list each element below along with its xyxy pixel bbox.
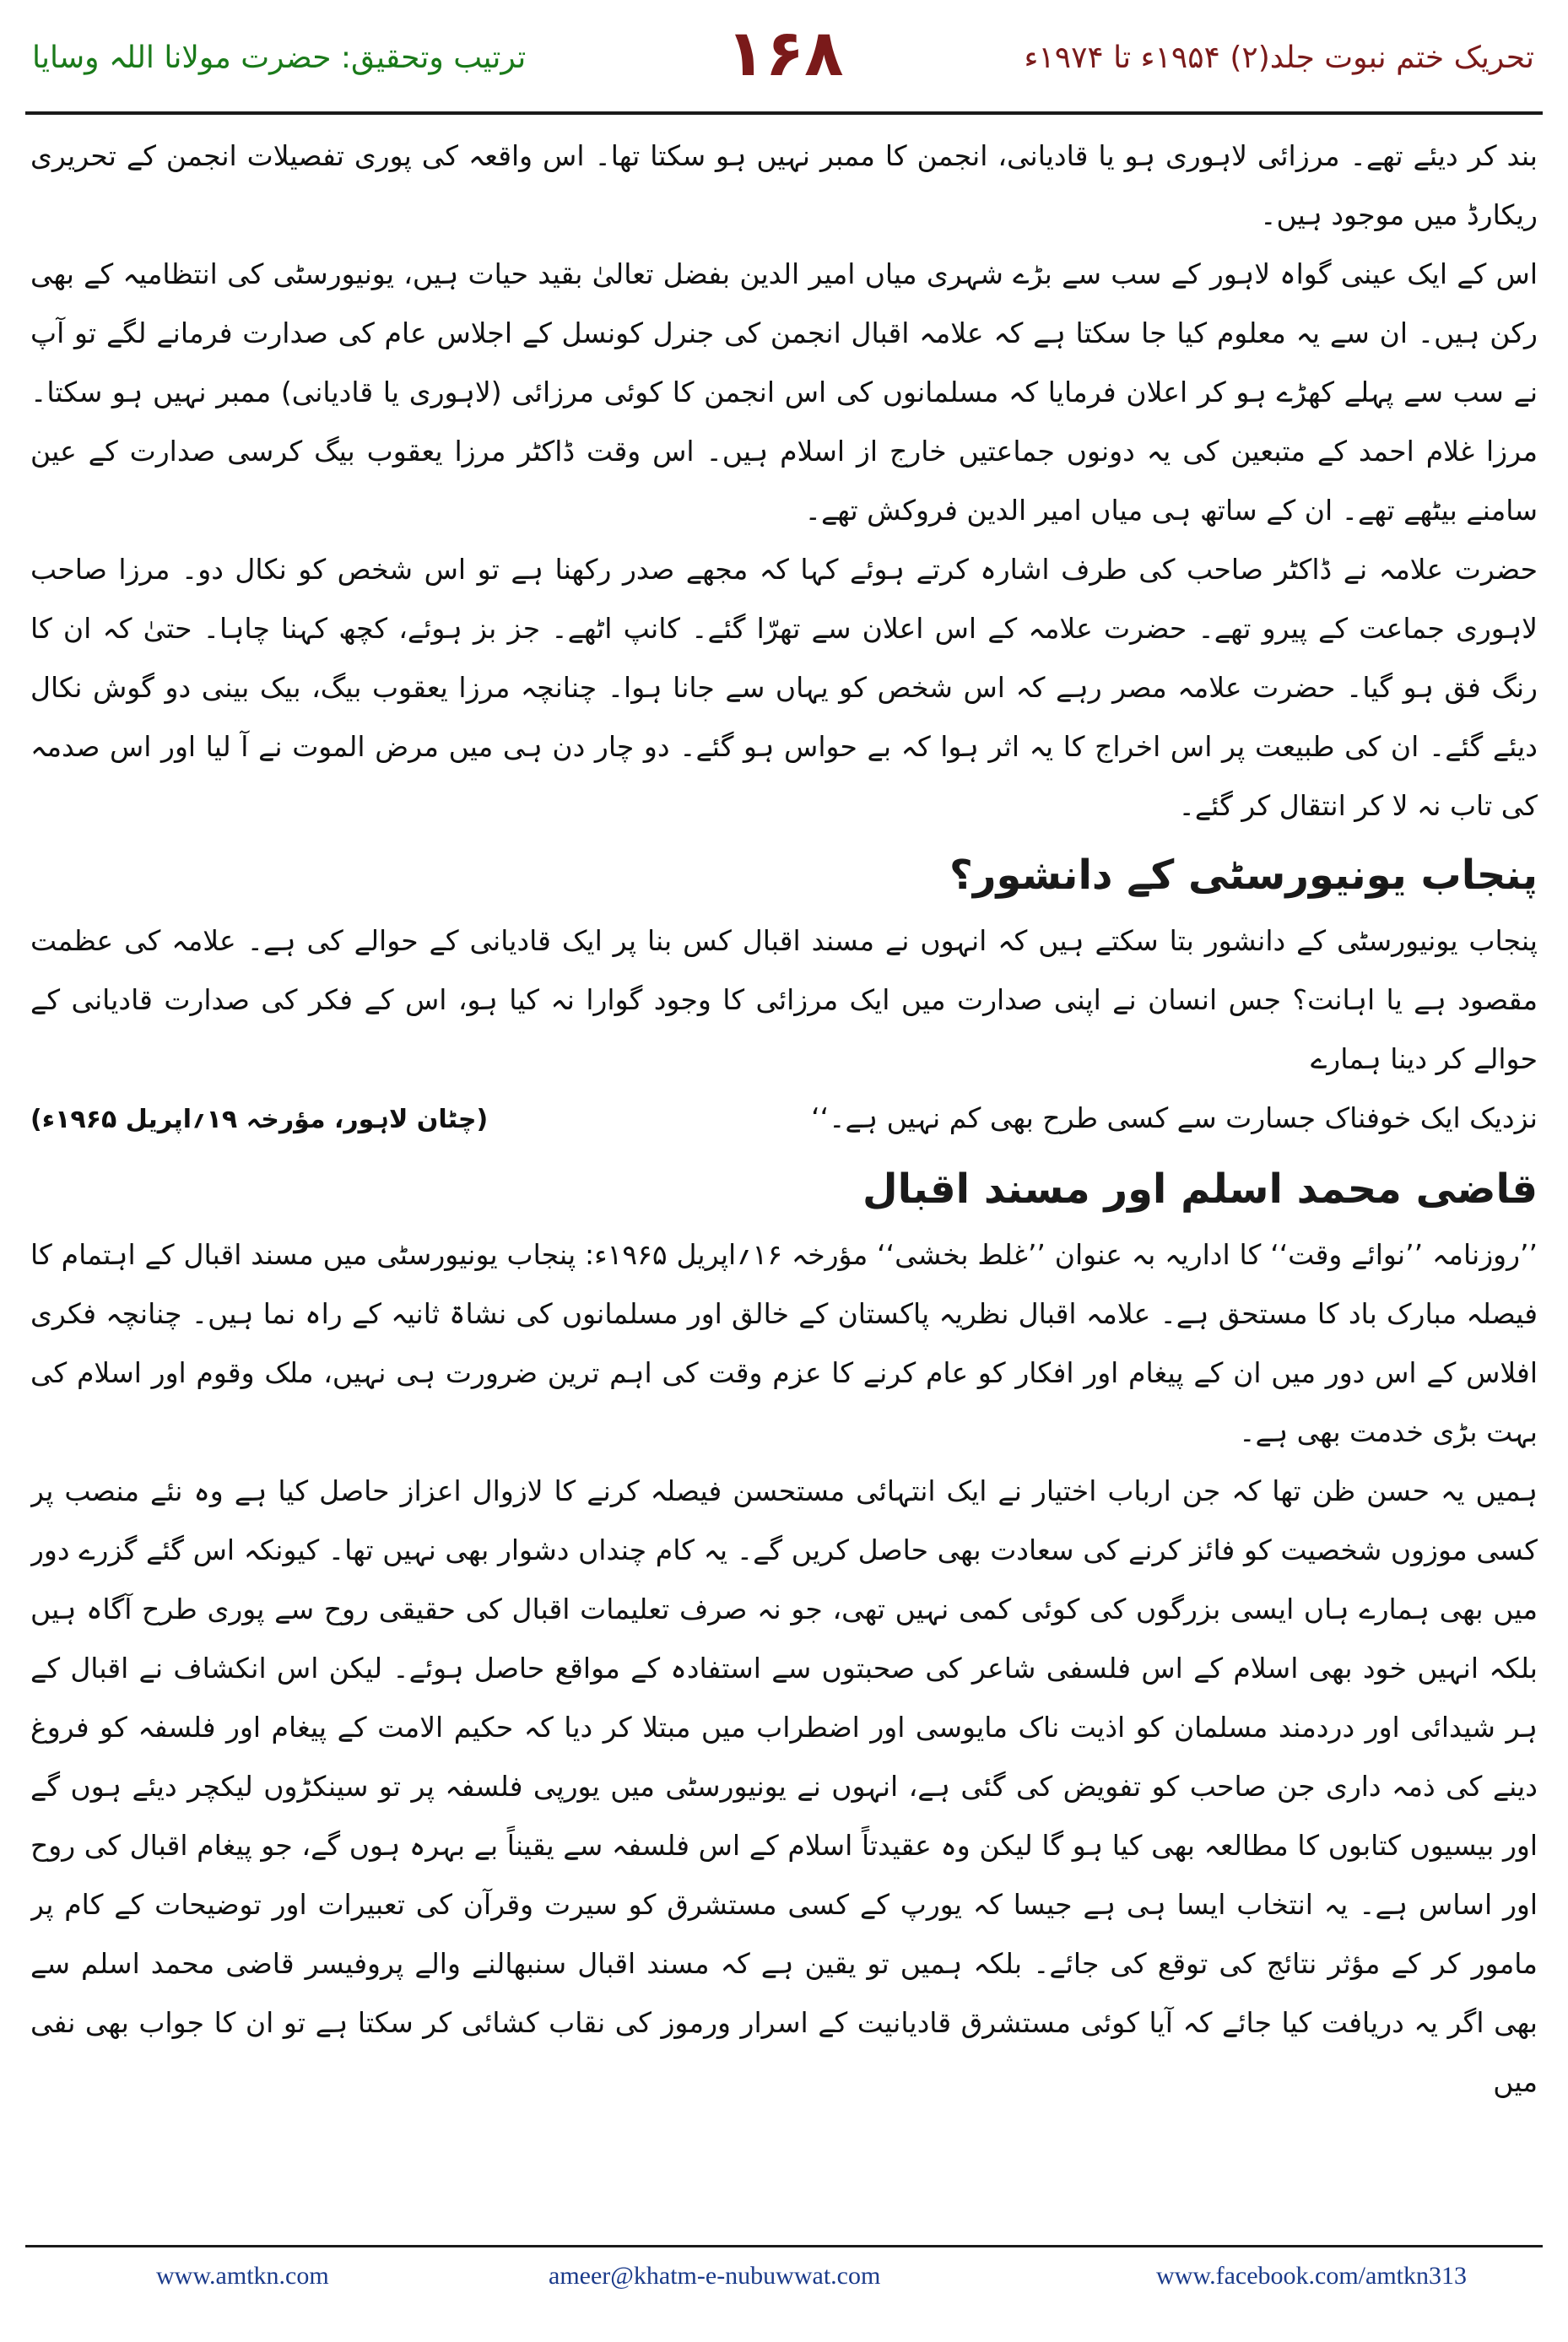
website-link[interactable]: www.amtkn.com bbox=[156, 2262, 329, 2290]
footer-divider bbox=[25, 2245, 1543, 2247]
quote-citation-row bbox=[30, 1089, 1538, 1149]
page-footer bbox=[0, 2262, 1568, 2312]
section-heading-punjab-university: پنجاب یونیورسٹی کے دانشور؟ bbox=[949, 852, 1538, 899]
paragraph-5: ’’روزنامہ ’’نوائے وقت‘‘ کا اداریہ بہ عنوان ’’غلط بخشی‘‘ مؤرخہ ۱۶؍اپریل ۱۹۶۵ء: پنجاب یونیورسٹی میں مسند اقبال کے اہتمام کا فیصلہ مبارک باد کا مستحق ہے۔ علامہ اقبال نظریہ پاکستان کے خالق اور مسلمانوں کی نشاۃ ثانیہ کے راہ نما ہیں۔ چنانچہ فکری افلاس کے اس دور میں ان کے پیغام اور افکار کو عام کرنے کا عزم وقت کی اہم ترین ضرورت ہی نہیں، ملک وقوم اور اسلام کی بہت بڑی خدمت بھی ہے۔ bbox=[30, 1238, 1538, 1448]
paragraph-3: حضرت علامہ نے ڈاکٹر صاحب کی طرف اشارہ کرتے ہوئے کہا کہ مجھے صدر رکھنا ہے تو اس شخص کو نکال دو۔ مرزا صاحب لاہوری جماعت کے پیرو تھے۔ حضرت علامہ کے اس اعلان سے تھرّا گئے۔ کانپ اٹھے۔ جز بز ہوئے، کچھ کہنا چاہا۔ حتیٰ کہ ان کا رنگ فق ہو گیا۔ حضرت علامہ مصر رہے کہ اس شخص کو یہاں سے جانا ہوا۔ چنانچہ مرزا یعقوب بیگ، بیک بینی دو گوش نکال دیئے گئے۔ ان کی طبیعت پر اس اخراج کا یہ اثر ہوا کہ بے حواس ہو گئے۔ دو چار دن ہی میں مرض الموت نے آ لیا اور اس صدمہ کی تاب نہ لا کر انتقال کر گئے۔ bbox=[30, 553, 1538, 822]
book-title: تحریک ختم نبوت جلد(۲) ۱۹۵۴ء تا ۱۹۷۴ء bbox=[1024, 41, 1534, 75]
paragraph-4: پنجاب یونیورسٹی کے دانشور بتا سکتے ہیں کہ انہوں نے مسند اقبال کس بنا پر ایک قادیانی کے حوالے کی ہے۔ علامہ کی عظمت مقصود ہے یا اہانت؟ جس انسان نے اپنی صدارت میں ایک مرزائی کا وجود گوارا نہ کیا ہو، اس کے فکر کی صدارت قادیانی کے حوالے کر دینا ہمارے bbox=[30, 924, 1538, 1075]
compiler-credit: ترتیب وتحقیق: حضرت مولانا اللہ وسایا bbox=[32, 41, 527, 75]
email-link[interactable]: ameer@khatm-e-nubuwwat.com bbox=[549, 2262, 881, 2290]
citation-chattan: (چٹان لاہور، مؤرخہ ۱۹؍اپریل ۱۹۶۵ء) bbox=[30, 1105, 489, 1134]
facebook-link[interactable]: www.facebook.com/amtkn313 bbox=[1156, 2262, 1467, 2290]
page-number: ۱۶۸ bbox=[726, 15, 844, 90]
page-body bbox=[30, 127, 1538, 2228]
paragraph-2: اس کے ایک عینی گواہ لاہور کے سب سے بڑے شہری میاں امیر الدین بفضل تعالیٰ بقید حیات ہیں، یونیورسٹی کی انتظامیہ کے بھی رکن ہیں۔ ان سے یہ معلوم کیا جا سکتا ہے کہ علامہ اقبال انجمن کی جنرل کونسل کے اجلاس عام کی صدارت فرمانے لگے تو آپ نے سب سے پہلے کھڑے ہو کر اعلان فرمایا کہ مسلمانوں کی اس انجمن کا کوئی مرزائی (لاہوری یا قادیانی) ممبر نہیں ہو سکتا۔ مرزا غلام احمد کے متبعین کی یہ دونوں جماعتیں خارج از اسلام ہیں۔ اس وقت ڈاکٹر مرزا یعقوب بیگ کرسی صدارت کے عین سامنے بیٹھے تھے۔ ان کے ساتھ ہی میاں امیر الدین فروکش تھے۔ bbox=[30, 257, 1538, 527]
header-divider bbox=[25, 111, 1543, 115]
paragraph-6: ہمیں یہ حسن ظن تھا کہ جن ارباب اختیار نے ایک انتہائی مستحسن فیصلہ کرنے کا لازوال اعزاز حاصل کیا ہے وہ نئے منصب پر کسی موزوں شخصیت کو فائز کرنے کی سعادت بھی حاصل کریں گے۔ یہ کام چنداں دشوار بھی نہیں تھا۔ کیونکہ اس گئے گزرے دور میں بھی ہمارے ہاں ایسی بزرگوں کی کوئی کمی نہیں تھی، جو نہ صرف تعلیمات اقبال کی حقیقی روح سے پوری طرح آگاہ ہیں بلکہ انہیں خود بھی اسلام کے اس فلسفی شاعر کی صحبتوں سے استفادہ کے مواقع حاصل ہوئے۔ لیکن اس انکشاف نے اقبال کے ہر شیدائی اور دردمند مسلمان کو اذیت ناک مایوسی اور اضطراب میں مبتلا کر دیا کہ حکیم الامت کے پیغام اور فلسفہ کو فروغ دینے کی ذمہ داری جن صاحب کو تفویض کی گئی ہے، انہوں نے یونیورسٹی میں یورپی فلسفہ پر تو سینکڑوں لیکچر دیئے ہوں گے اور بیسیوں کتابوں کا مطالعہ بھی کیا ہو گا لیکن وہ عقیدتاً اسلام کے اس فلسفہ سے یقیناً بے بہرہ ہوں گے، جو پیغام اقبال کی روح اور اساس ہے۔ یہ انتخاب ایسا ہی ہے جیسا کہ یورپ کے کسی مستشرق کو سیرت وقرآن کی تعبیرات اور توضیحات کے کام پر مامور کر کے مؤثر نتائج کی توقع کی جائے۔ بلکہ ہمیں تو یقین ہے کہ مسند اقبال سنبھالنے والے پروفیسر قاضی محمد اسلم سے بھی اگر یہ دریافت کیا جائے کہ آیا کوئی مستشرق قادیانیت کے اسرار ورموز کی نقاب کشائی کر سکتا ہے تو ان کا جواب بھی نفی میں bbox=[30, 1474, 1538, 2098]
paragraph-1: بند کر دیئے تھے۔ مرزائی لاہوری ہو یا قادیانی، انجمن کا ممبر نہیں ہو سکتا تھا۔ اس واقعہ کی پوری تفصیلات انجمن کے تحریری ریکارڈ میں موجود ہیں۔ bbox=[30, 139, 1538, 231]
paragraph-4-ending: نزدیک ایک خوفناک جسارت سے کسی طرح بھی کم نہیں ہے۔‘‘ bbox=[811, 1101, 1538, 1134]
section-heading-qazi-aslam: قاضی محمد اسلم اور مسند اقبال bbox=[862, 1166, 1538, 1213]
page-header bbox=[0, 0, 1568, 127]
